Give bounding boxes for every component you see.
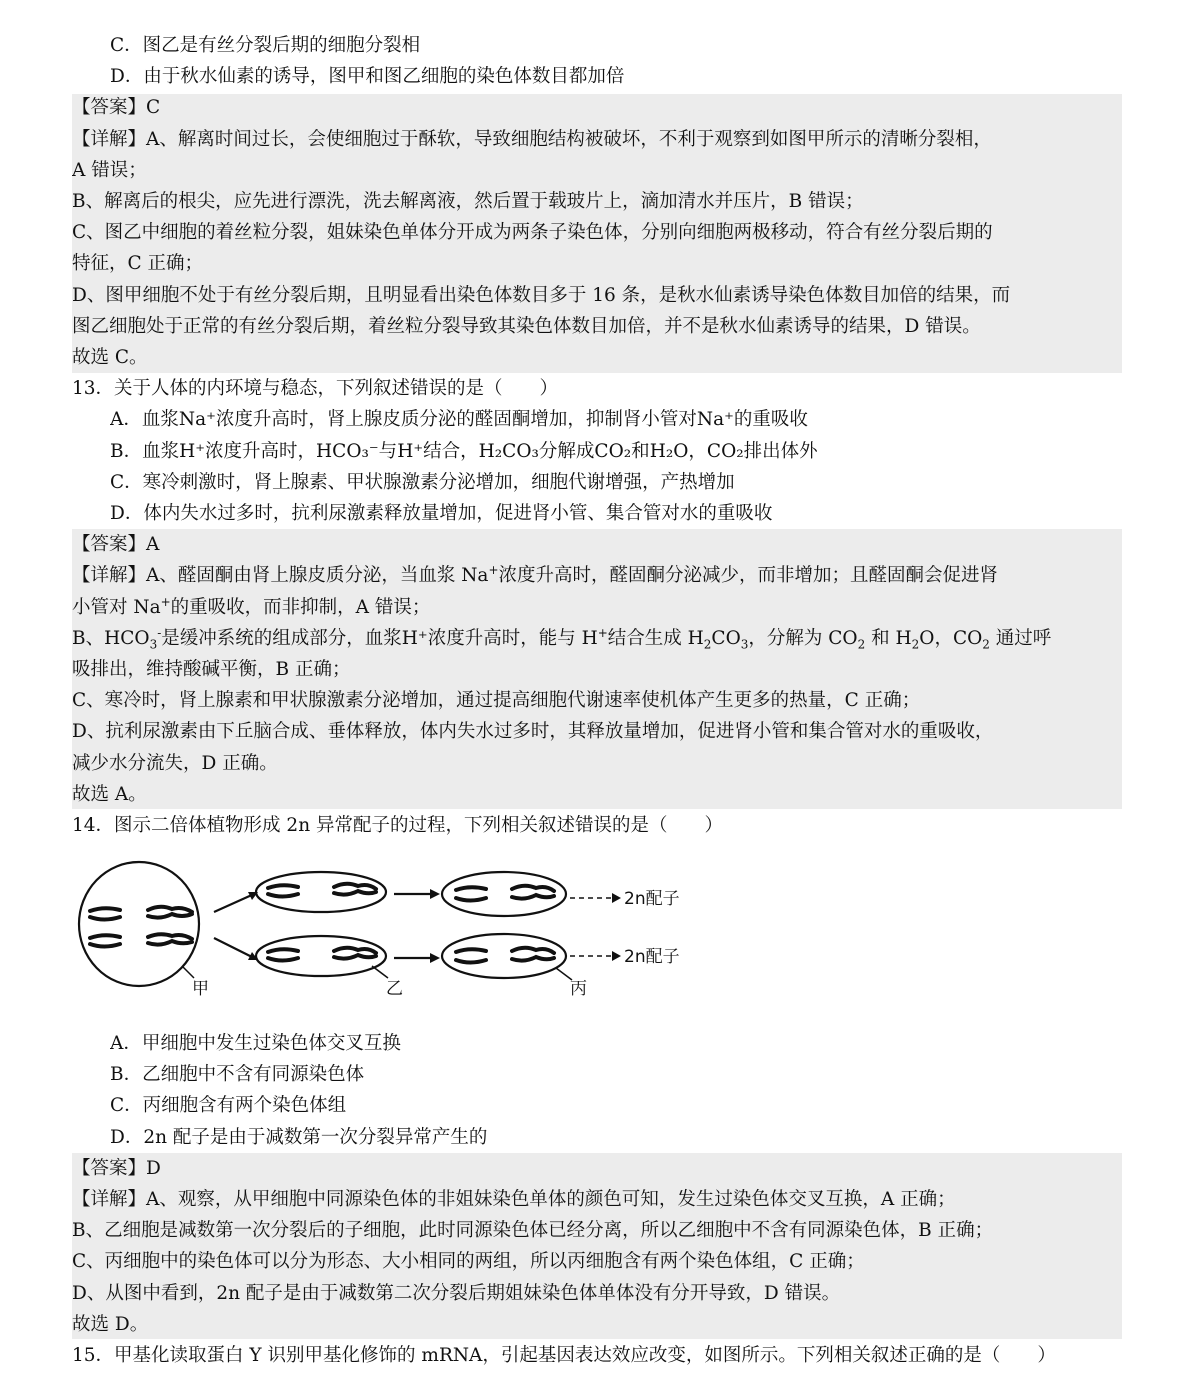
q12-explain-line: 特征，C 正确； — [72, 253, 204, 274]
arrowhead — [612, 893, 621, 903]
pointer-jia — [182, 966, 194, 978]
q12-explain-line: 【详解】A、解离时间过长，会使细胞过于酥软，导致细胞结构被破坏，不利于观察到如图甲所示的清晰分裂相， — [72, 129, 992, 150]
chromosome-pair — [512, 948, 554, 961]
q14-stem: 14．图示二倍体植物形成 2n 异常配子的过程，下列相关叙述错误的是（ ） — [72, 815, 723, 836]
q12-answer: 【答案】C — [72, 97, 161, 118]
q14-explain-line: D、从图中看到，2n 配子是由于减数第二次分裂后期姐妹染色体单体没有分开导致，D 错误。 — [72, 1283, 841, 1304]
chromosome-pair — [456, 949, 486, 962]
q14-explain-line: C、丙细胞中的染色体可以分为形态、大小相同的两组，所以丙细胞含有两个染色体组，C 正确； — [72, 1251, 865, 1272]
q13-explain-line: D、抗利尿激素由下丘脑合成、垂体释放，体内失水过多时，其释放量增加，促进肾小管和集合管对水的重吸收， — [72, 721, 994, 742]
q14-explain-line: 故选 D。 — [72, 1314, 149, 1335]
chromosome-pair — [148, 907, 192, 918]
q12-explain-line: C、图乙中细胞的着丝粒分裂，姐妹染色单体分开成为两条子染色体，分别向细胞两极移动，符合有丝分裂后期的 — [72, 222, 993, 243]
chromosome-pair — [90, 935, 120, 946]
chromosome-pair — [334, 884, 376, 895]
q13-explain-line: 【详解】A、醛固酮由肾上腺皮质分泌，当血浆 Na+浓度升高时，醛固酮分泌减少，而非增加；且醛固酮会促进肾 — [72, 562, 999, 586]
label-yi: 乙 — [386, 979, 403, 999]
q13-stem: 13．关于人体的内环境与稳态，下列叙述错误的是（ ） — [72, 378, 559, 399]
q14-option-b: B．乙细胞中不含有同源染色体 — [110, 1064, 365, 1085]
q13-option-c: C．寒冷刺激时，肾上腺素、甲状腺激素分泌增加，细胞代谢增强，产热增加 — [110, 472, 735, 493]
q13-option-a: A．血浆Na⁺浓度升高时，肾上腺皮质分泌的醛固酮增加，抑制肾小管对Na⁺的重吸收 — [110, 409, 808, 430]
q13-explain-line: 减少水分流失，D 正确。 — [72, 753, 278, 774]
arrowhead — [612, 951, 621, 961]
chromosome-pair — [512, 886, 554, 899]
q12-explain-line: 故选 C。 — [72, 347, 148, 368]
q14-explain-line: B、乙细胞是减数第一次分裂后的子细胞，此时同源染色体已经分离，所以乙细胞中不含有同源染色体，B 正确； — [72, 1220, 994, 1241]
q14-option-c: C．丙细胞含有两个染色体组 — [110, 1095, 347, 1116]
q12-option-c: C．图乙是有丝分裂后期的细胞分裂相 — [110, 35, 421, 56]
q12-explain-line: D、图甲细胞不处于有丝分裂后期，且明显看出染色体数目多于 16 条，是秋水仙素诱导染色体数目加倍的结果，而 — [72, 285, 1011, 306]
q14-option-d: D．2n 配子是由于减数第一次分裂异常产生的 — [110, 1127, 488, 1148]
arrow-jia-bottom — [214, 938, 254, 958]
q12-explain-line: A 错误； — [72, 160, 147, 181]
chromosome-pair — [268, 949, 298, 960]
q13-explain-line: B、$HCO_3^-$是缓冲系统的组成部分，血浆H⁺浓度升高时，能与 H+结合生成 $H_2CO_3$，分解为 $CO_2$ 和 $H_2O$，$CO_2$ 通过呼 — [72, 625, 1052, 652]
arrowhead — [430, 889, 440, 899]
q13-answer: 【答案】A — [72, 534, 160, 555]
chromosome-pair — [456, 887, 486, 900]
q12-option-d: D．由于秋水仙素的诱导，图甲和图乙细胞的染色体数目都加倍 — [110, 66, 625, 87]
q12-explain-line: B、解离后的根尖，应先进行漂洗，洗去解离液，然后置于载玻片上，滴加清水并压片，B 错误； — [72, 191, 864, 212]
q13-explain-line: 小管对 Na+的重吸收，而非抑制，A 错误； — [72, 594, 431, 618]
arrow-jia-top — [214, 894, 254, 912]
label-jia: 甲 — [192, 979, 209, 999]
arrowhead — [430, 953, 440, 963]
cell-bing — [442, 934, 566, 978]
q13-option-d: D．体内失水过多时，抗利尿激素释放量增加，促进肾小管、集合管对水的重吸收 — [110, 503, 773, 524]
meiosis-figure — [76, 856, 696, 1006]
q14-explain-line: 【详解】A、观察，从甲细胞中同源染色体的非姐妹染色单体的颜色可知，发生过染色体交叉互换，A 正确； — [72, 1189, 956, 1210]
cell-jia — [79, 862, 199, 986]
q13-explain-line: C、寒冷时，肾上腺素和甲状腺激素分泌增加，通过提高细胞代谢速率使机体产生更多的热量，C 正确； — [72, 690, 921, 711]
q15-stem: 15．甲基化读取蛋白 Y 识别甲基化修饰的 mRNA，引起基因表达效应改变，如图所示。下列相关叙述正确的是（ ） — [72, 1345, 1056, 1366]
chromosome-pair — [90, 908, 120, 919]
q13-explain-line: 吸排出，维持酸碱平衡，B 正确； — [72, 659, 351, 680]
label-gamete-top: 2n配子 — [624, 889, 680, 909]
chromosome-pair — [148, 934, 192, 944]
q14-answer: 【答案】D — [72, 1158, 161, 1179]
chromosome-pair — [334, 948, 376, 959]
q13-explain-line: 故选 A。 — [72, 784, 147, 805]
cell-top-2 — [442, 872, 566, 916]
q14-option-a: A．甲细胞中发生过染色体交叉互换 — [110, 1033, 401, 1054]
label-bing: 丙 — [570, 979, 587, 999]
pointer-yi — [372, 966, 388, 978]
chromosome-pair — [268, 885, 298, 896]
label-gamete-bottom: 2n配子 — [624, 947, 680, 967]
q12-explain-line: 图乙细胞处于正常的有丝分裂后期，着丝粒分裂导致其染色体数目加倍，并不是秋水仙素诱导的结果，D 错误。 — [72, 316, 981, 337]
q13-option-b: B．血浆H⁺浓度升高时，HCO₃⁻与H⁺结合，H₂CO₃分解成CO₂和H₂O，CO₂排出体外 — [110, 441, 818, 462]
